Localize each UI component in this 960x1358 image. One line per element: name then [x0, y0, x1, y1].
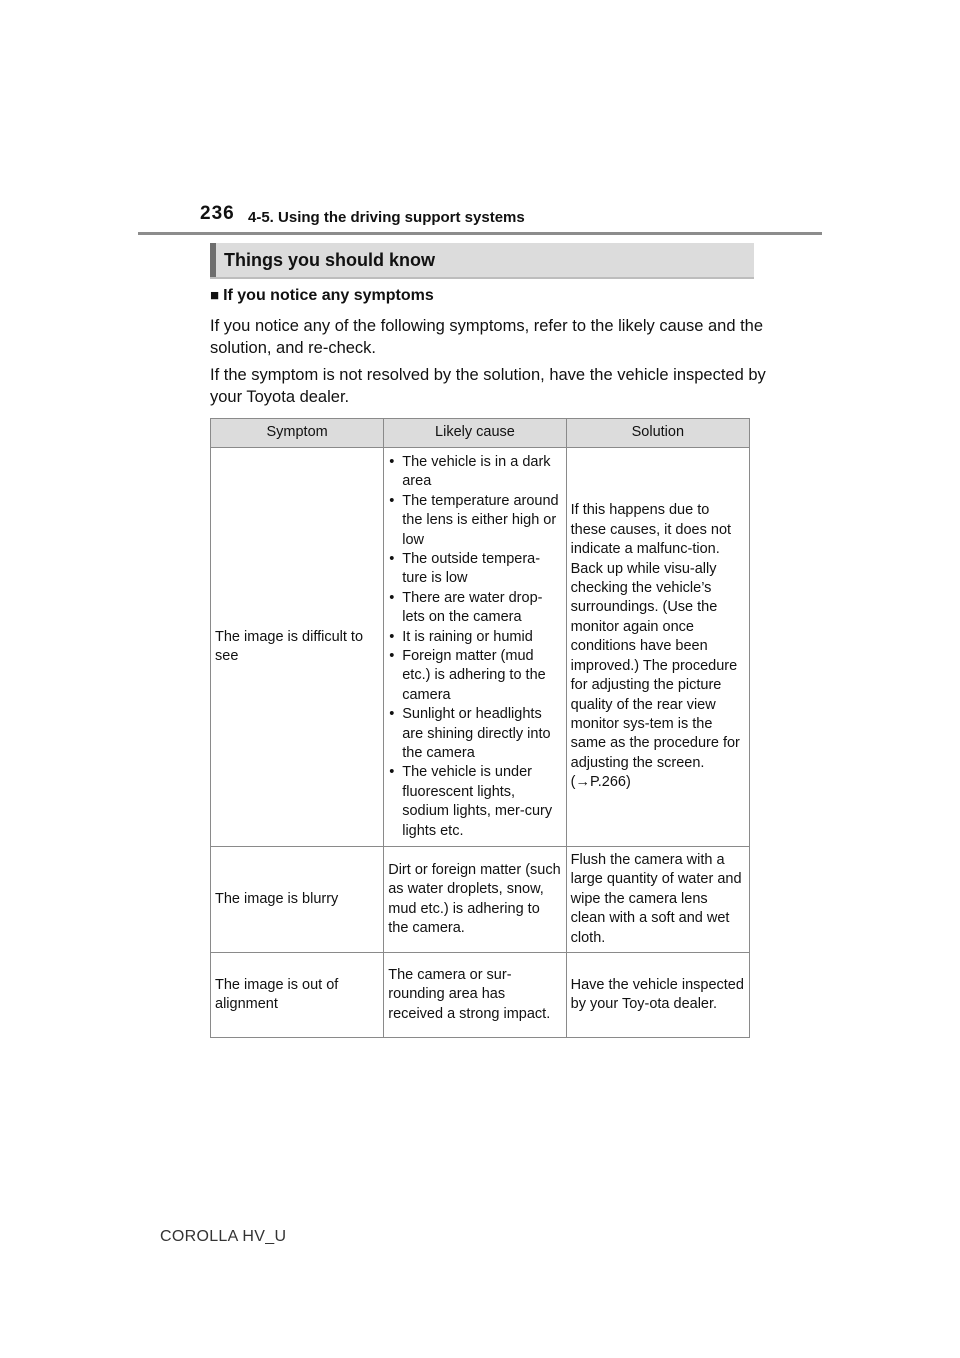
cause-cell: The camera or sur-rounding area has received a strong impact.: [384, 953, 566, 1038]
header-likely-cause: Likely cause: [384, 419, 566, 448]
symptom-cell: The image is out of alignment: [211, 953, 384, 1038]
cause-item: • It is raining or humid: [388, 628, 561, 647]
section-title: 4-5. Using the driving support systems: [248, 209, 525, 226]
symptom-table: [210, 418, 750, 1038]
header-solution: Solution: [566, 419, 749, 448]
cause-item: • The temperature around the lens is either high or low: [388, 492, 561, 550]
header-divider: [138, 232, 822, 235]
cause-item: • The vehicle is in a dark area: [388, 453, 561, 492]
symptom-cell: The image is difficult to see: [211, 448, 384, 847]
things-to-know-heading: [210, 243, 754, 279]
cause-item: • The vehicle is under fluorescent lights, sodium lights, mer-cury lights etc.: [388, 763, 561, 841]
page-number: 236: [200, 203, 235, 224]
square-bullet-icon: ■: [210, 287, 220, 304]
cause-item: • There are water drop-lets on the camera: [388, 589, 561, 628]
cause-item: • Foreign matter (mud etc.) is adhering to the camera: [388, 647, 561, 705]
table-row: [211, 953, 750, 1038]
table-row: [211, 847, 750, 953]
table-row: [211, 448, 750, 847]
cause-cell: [384, 448, 566, 847]
cause-cell: Dirt or foreign matter (such as water droplets, snow, mud etc.) is adhering to the camera.: [384, 847, 566, 953]
footer-model-code: COROLLA HV_U: [160, 1228, 287, 1245]
header-symptom: Symptom: [211, 419, 384, 448]
solution-cell: If this happens due to these causes, it does not indicate a malfunc-tion. Back up while visu-ally checking the vehicle’s surroundings. (Use the monitor again once conditions have been improved.) The procedure for adjusting the picture quality of the rear view monitor sys-tem is the same as the procedure for adjusting the screen. (→P.266): [566, 448, 749, 847]
subheading-text: If you notice any symptoms: [223, 287, 434, 304]
cause-item: • The outside tempera-ture is low: [388, 550, 561, 589]
cause-list: [388, 453, 561, 841]
solution-cell: Have the vehicle inspected by your Toy-ota dealer.: [566, 953, 749, 1038]
solution-cell: Flush the camera with a large quantity of water and wipe the camera lens clean with a soft and wet cloth.: [566, 847, 749, 953]
heading-text: Things you should know: [224, 250, 435, 270]
subheading: [210, 287, 434, 305]
table-header-row: [211, 419, 750, 448]
cause-item: • Sunlight or headlights are shining directly into the camera: [388, 705, 561, 763]
dealer-paragraph: If the symptom is not resolved by the solution, have the vehicle inspected by your Toyota dealer.: [210, 366, 766, 406]
intro-paragraph: If you notice any of the following symptoms, refer to the likely cause and the solution, and re-check.: [210, 317, 764, 357]
heading-accent-bar: [210, 243, 216, 277]
symptom-cell: The image is blurry: [211, 847, 384, 953]
